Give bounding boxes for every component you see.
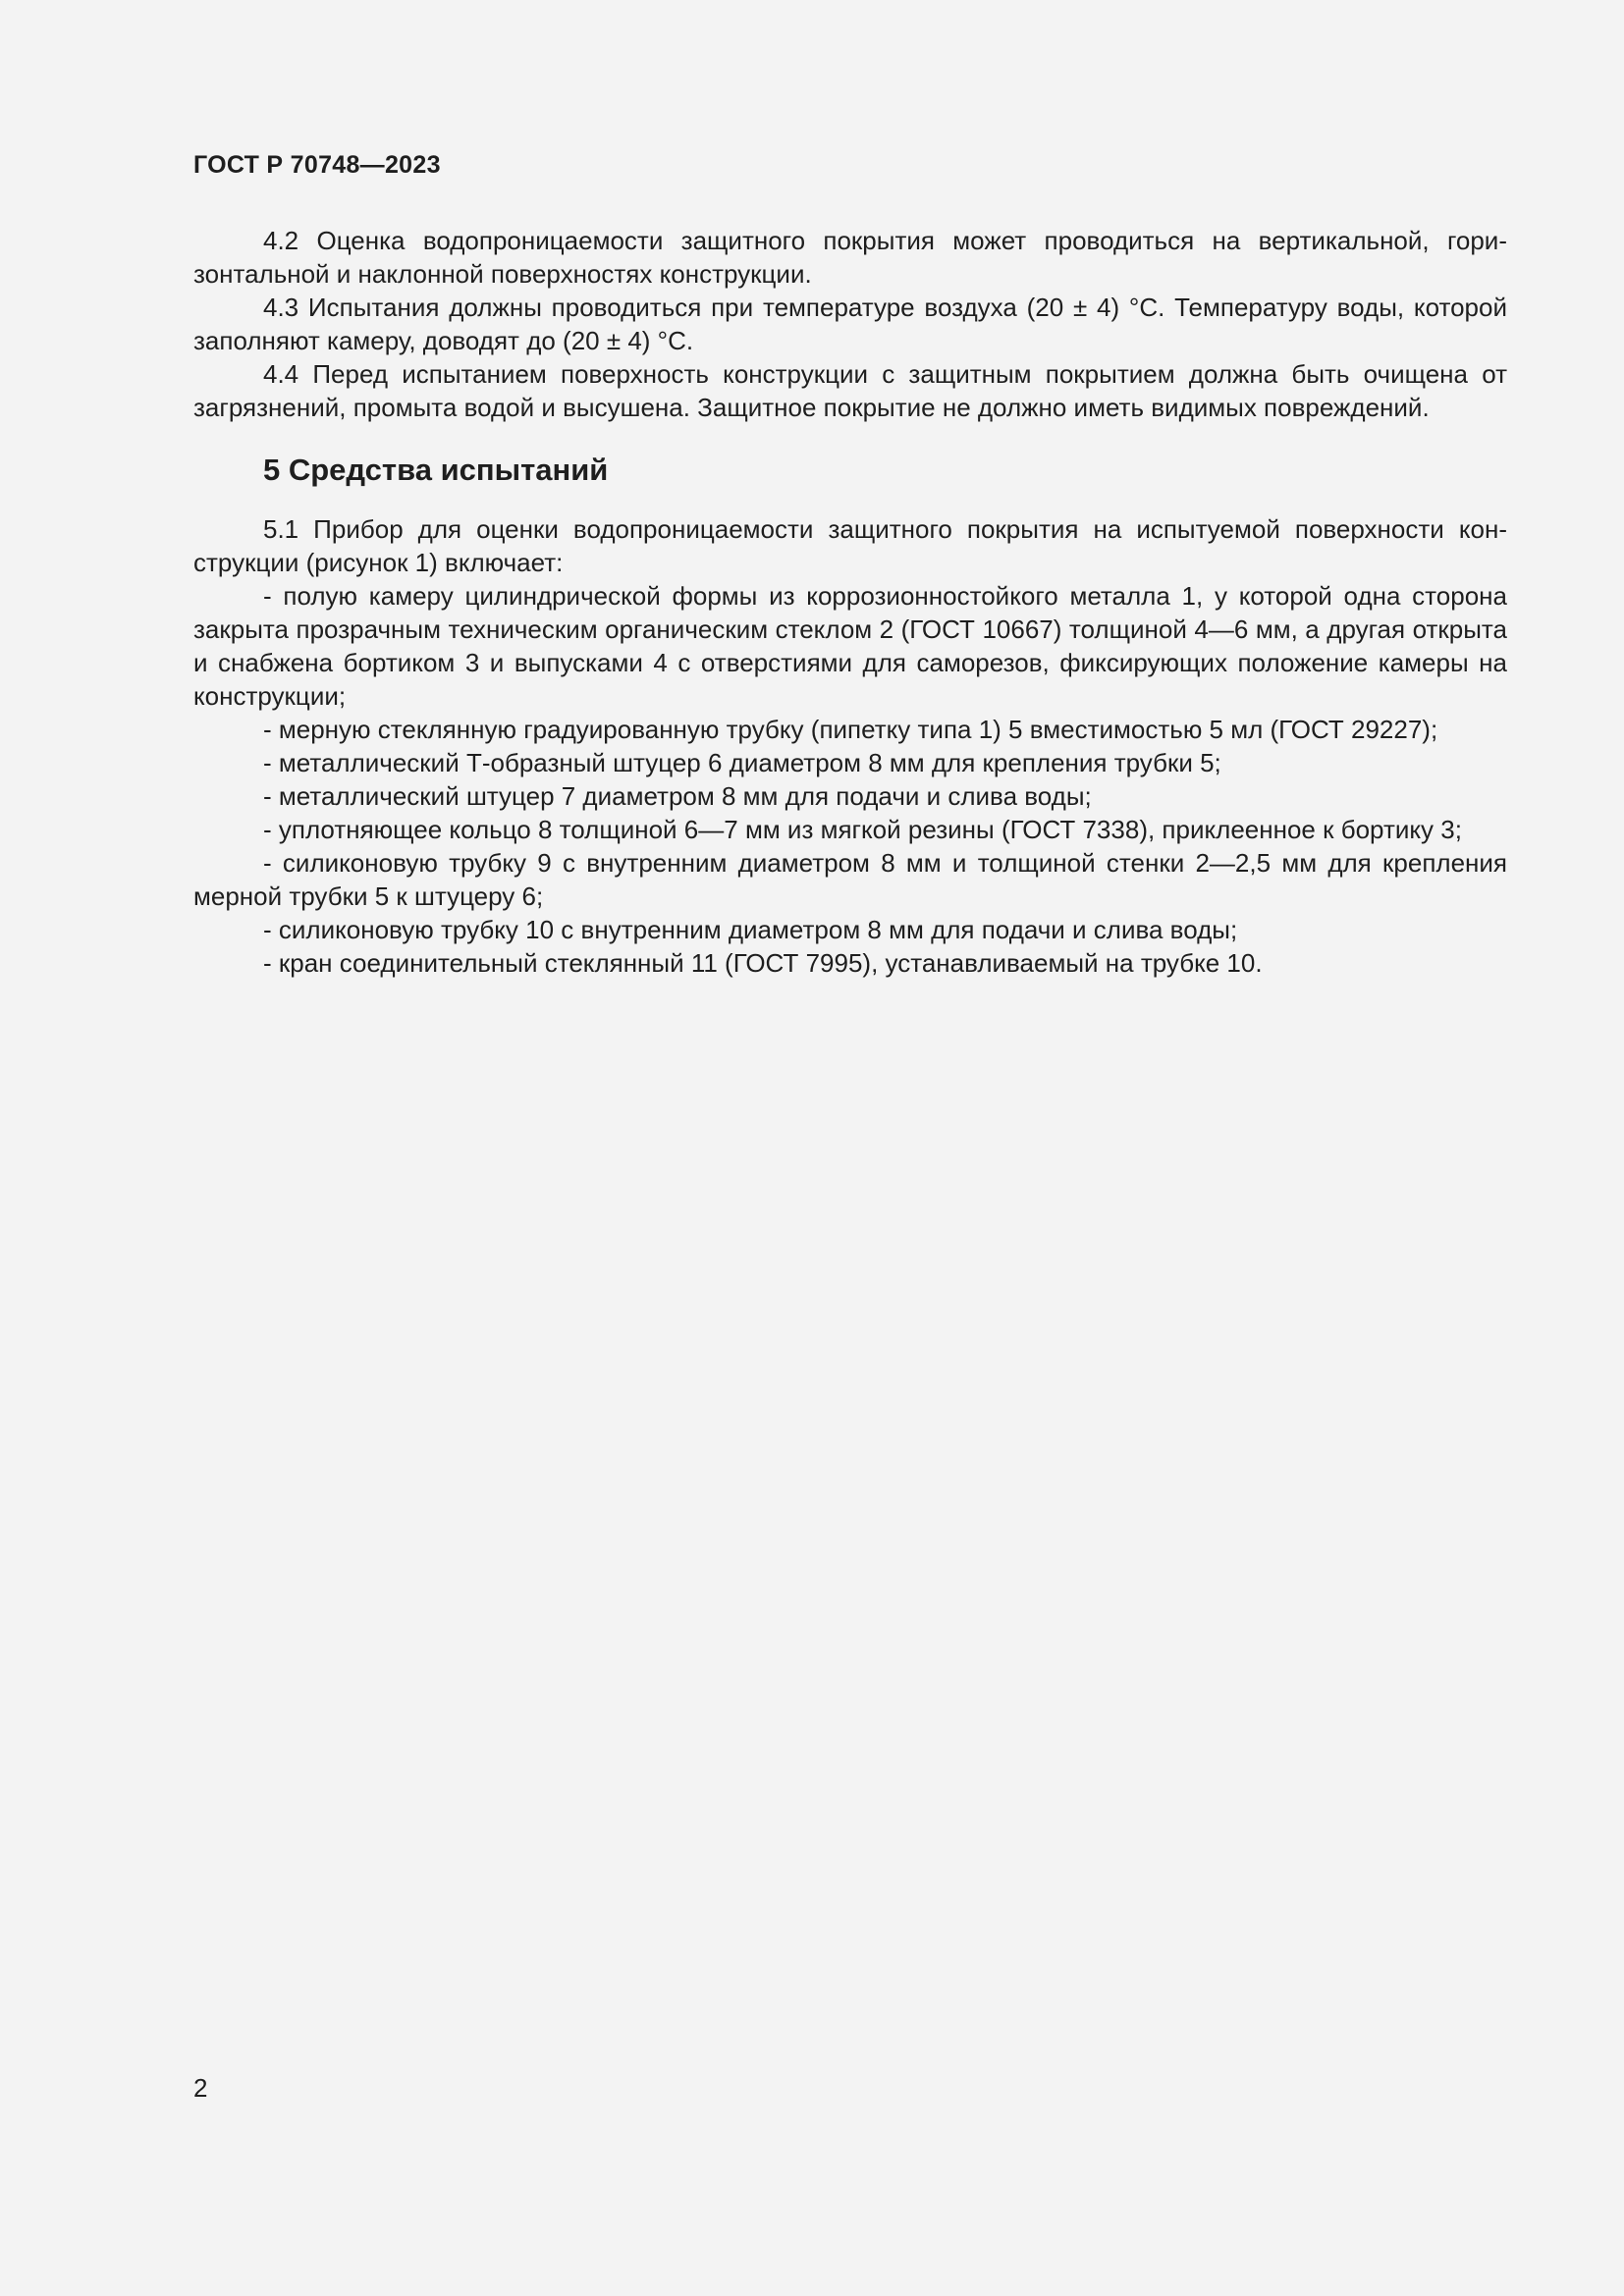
paragraph-5-1: 5.1 Прибор для оценки водопроницаемости защитного покрытия на испытуемой поверхности конструкции (рисунок 1) включает: xyxy=(193,514,1507,577)
list-item: - кран соединительный стеклянный 11 (ГОСТ 7995), устанавливаемый на трубке 10. xyxy=(263,948,1263,978)
list-item: - силиконовую трубку 9 с внутренним диаметром 8 мм и толщиной стенки 2—2,5 мм для крепления мерной трубки 5 к штуцеру 6; xyxy=(193,848,1507,911)
paragraph-4-2: 4.2 Оценка водопроницаемости защитного покрытия может проводиться на вертикальной, горизонтальной и наклонной поверхностях конструкции. xyxy=(193,226,1507,289)
list-item: - металлический штуцер 7 диаметром 8 мм для подачи и слива воды; xyxy=(263,781,1092,811)
document-header: ГОСТ Р 70748—2023 xyxy=(193,151,441,179)
list-item: - уплотняющее кольцо 8 толщиной 6—7 мм из мягкой резины (ГОСТ 7338), приклеенное к бортику 3; xyxy=(263,815,1462,844)
paragraph-4-4: 4.4 Перед испытанием поверхность конструкции с защитным покрытием должна быть очищена от загрязнений, промыта водой и высушена. Защитное покрытие не должно иметь видимых повреждений. xyxy=(193,359,1507,422)
list-item: - силиконовую трубку 10 с внутренним диаметром 8 мм для подачи и слива воды; xyxy=(263,915,1238,944)
list-item: - мерную стеклянную градуированную трубку (пипетку типа 1) 5 вместимостью 5 мл (ГОСТ 29227); xyxy=(263,715,1438,744)
document-body xyxy=(193,224,1507,980)
list-item: - полую камеру цилиндрической формы из коррозионностойкого металла 1, у которой одна сторона закрыта прозрачным техническим органическим стеклом 2 (ГОСТ 10667) толщиной 4—6 мм, а другая открыта и снабжена бортиком 3 и выпусками 4 с отверстиями для саморезов, фиксирующих положение камеры на конструкции; xyxy=(193,581,1507,711)
page-number: 2 xyxy=(193,2073,208,2103)
list-item: - металлический Т-образный штуцер 6 диаметром 8 мм для крепления трубки 5; xyxy=(263,748,1221,777)
section-heading: 5 Средства испытаний xyxy=(263,453,609,487)
paragraph-4-3: 4.3 Испытания должны проводиться при температуре воздуха (20 ± 4) °С. Температуру воды, которой заполняют камеру, доводят до (20 ± 4) °С. xyxy=(193,293,1507,355)
